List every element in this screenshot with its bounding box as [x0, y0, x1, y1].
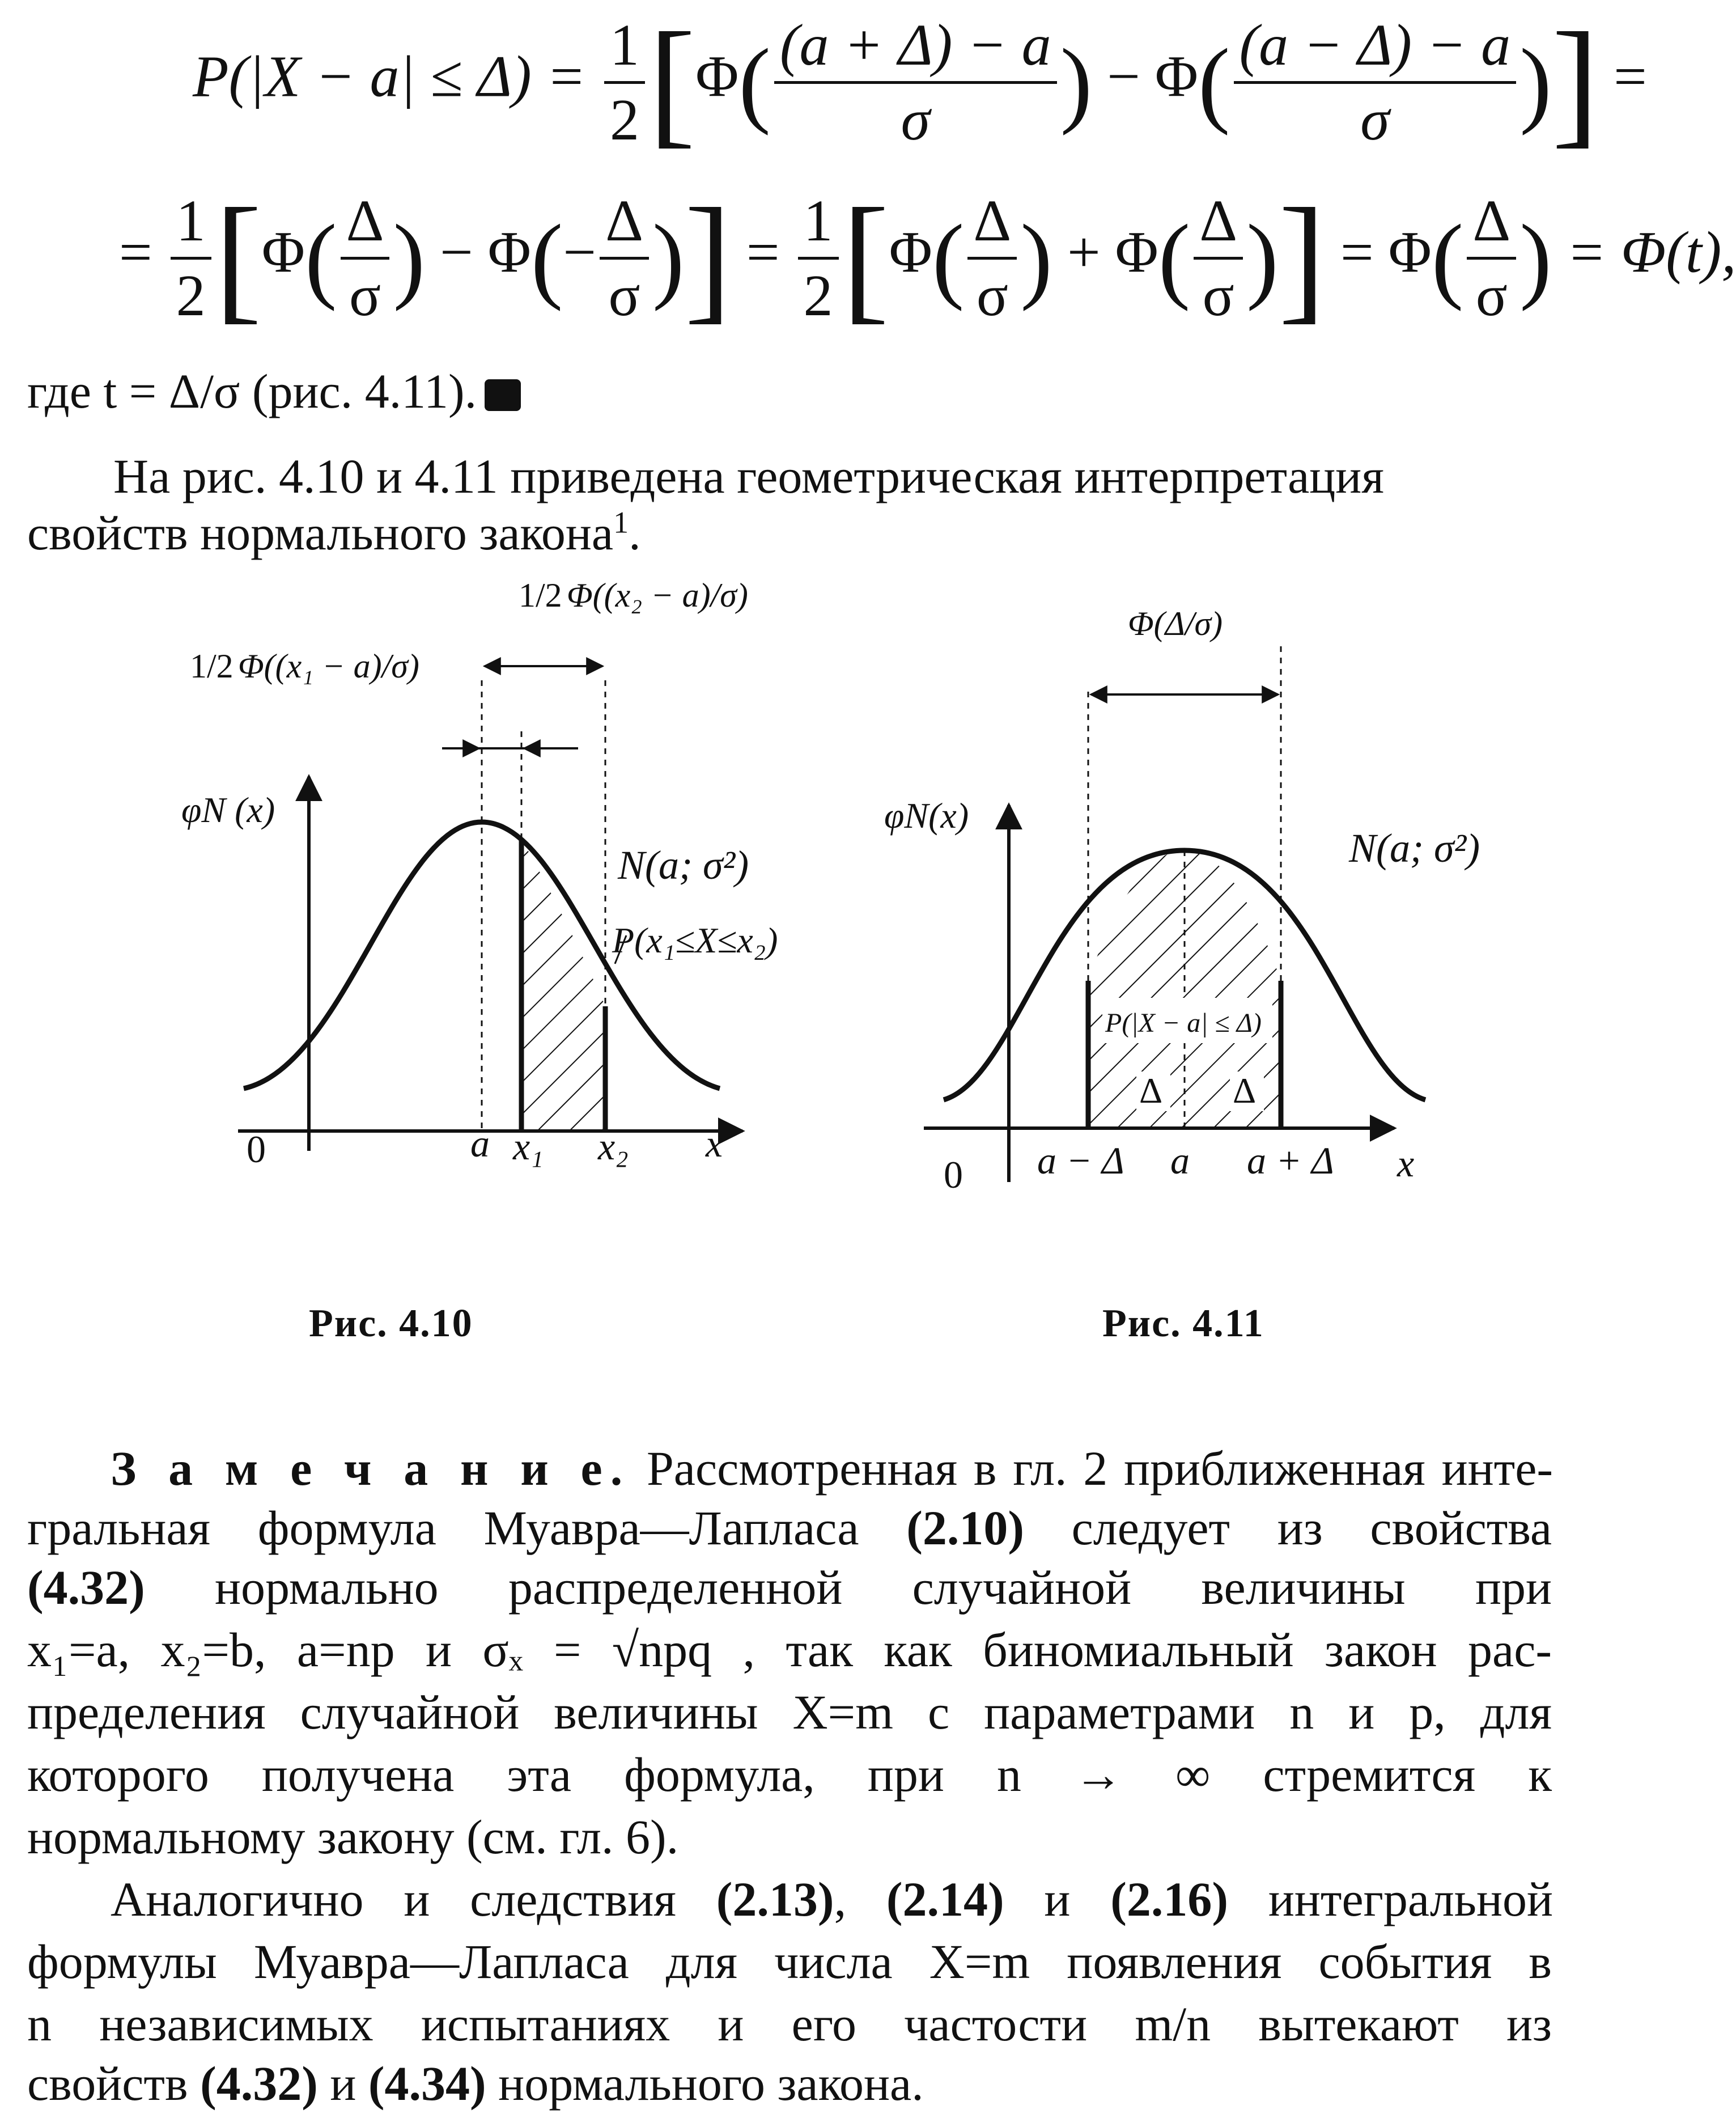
caption-fig-411: Рис. 4.11 — [1102, 1302, 1264, 1345]
remark-line-4: x₁=a, x₂=b, a=np и σₓ = √npq , так как биномиальный закон рас- — [27, 1623, 1552, 1677]
fig410-dist: N(a; σ²) — [618, 842, 749, 888]
fig410-right-label-factor: 1/2 — [519, 577, 562, 614]
eq1-half: $\frac{1}{2}$ — [604, 11, 645, 154]
fig411-xaxis-label: x — [1397, 1142, 1415, 1185]
analog-line-1: Аналогично и следствия (2.13), (2.14) и (2.16) интегральной — [111, 1872, 1554, 1926]
intro-line-1: На рис. 4.10 и 4.11 приведена геометрическая интерпретация — [113, 449, 1384, 503]
fig410-left-label-func: Φ((x₁ − a)/σ) — [238, 647, 419, 685]
analog-line-4: свойств (4.32) и (4.34) нормального закона. — [27, 2056, 924, 2111]
fig411-dist: N(a; σ²) — [1349, 825, 1480, 871]
fig411-tick-left: a − Δ — [1037, 1139, 1124, 1182]
analog-line-3: n независимых испытаниях и его частости m/n вытекают из — [27, 1997, 1552, 2051]
remark-title: З а м е ч а н и е. — [111, 1441, 631, 1496]
fig410-tick-a: a — [470, 1122, 490, 1165]
fig411-yaxis-label: φN(x) — [884, 795, 969, 836]
fig410-right-label-func: Φ((x₂ − a)/σ) — [567, 577, 748, 614]
analog-line-2: формулы Муавра—Лапласа для числа X=m появления события в — [27, 1934, 1552, 1989]
figure-411 — [924, 646, 1425, 1182]
fig411-tick-right: a + Δ — [1247, 1139, 1334, 1182]
fig411-delta-left: Δ — [1139, 1070, 1163, 1111]
intro-line-2: свойств нормального закона$^1$. — [27, 505, 641, 560]
remark-line-3: (4.32) нормально распределенной случайной величины при — [27, 1560, 1552, 1615]
where-line: где t = Δ/σ (рис. 4.11). — [27, 363, 1557, 420]
remark-line-1: З а м е ч а н и е. Рассмотренная в гл. 2 приближенная инте- — [111, 1441, 1554, 1496]
fig410-left-label-factor: 1/2 — [190, 647, 234, 685]
eq1-lhs: P(|X − a| ≤ Δ) = — [193, 44, 586, 109]
fig410-origin: 0 — [247, 1128, 266, 1171]
eq1-frac1: $\frac{(a + \Delta) - a}{\sigma}$ — [774, 11, 1057, 154]
fig410-prob: P(x₁≤X≤x₂) — [612, 920, 778, 960]
fig411-origin: 0 — [944, 1153, 963, 1196]
fig410-tick-x1: x₁ — [513, 1125, 544, 1168]
figure-410 — [238, 666, 742, 1151]
fig410-tick-x2: x₂ — [598, 1125, 629, 1168]
equation-line-2: = $\frac{1}{2}$ [Φ( $\frac{\Delta}{\sigma}$ ) − Φ(− $\frac{\Delta}{\sigma}$ )] = $\frac{1}{2}$ [Φ( $\frac{\Delta}{\sigma}$ ) + Φ( $\frac{\Delta}{\sigma}$ )] = Φ( $\frac{\Delta}{\sigma}$ ) = Φ(t), — [119, 179, 1736, 337]
eq1-frac2: $\frac{(a - \Delta) - a}{\sigma}$ — [1234, 11, 1517, 154]
remark-line-6: которого получена эта формула, при n → ∞ стремится к — [27, 1747, 1552, 1802]
fig411-delta-right: Δ — [1233, 1070, 1257, 1111]
fig411-tick-a: a — [1170, 1139, 1190, 1182]
remark-line-7: нормальному закону (см. гл. 6). — [27, 1810, 679, 1864]
remark-line-5: пределения случайной величины X=m с параметрами n и p, для — [27, 1685, 1552, 1739]
equation-line-1: P(|X − a| ≤ Δ) = $\frac{1}{2}$ [Φ( $\frac{(a + \Delta) - a}{\sigma}$ ) − Φ( $\frac{(a - \Delta) - a}{\sigma}$ )] = — [193, 3, 1647, 161]
fig410-yaxis-label: φN (x) — [181, 790, 275, 830]
remark-line-2: гральная формула Муавра—Лапласа (2.10) следует из свойства — [27, 1501, 1552, 1555]
fig411-top-label: Φ(Δ/σ) — [1128, 605, 1223, 642]
eq2-end: = Φ(t), — [1566, 219, 1736, 285]
fig411-prob: P(|X − a| ≤ Δ) — [1105, 1008, 1262, 1038]
fig410-hatched-area — [521, 839, 605, 1131]
fig410-xaxis-label: x — [706, 1122, 723, 1165]
caption-fig-410: Рис. 4.10 — [309, 1302, 473, 1345]
